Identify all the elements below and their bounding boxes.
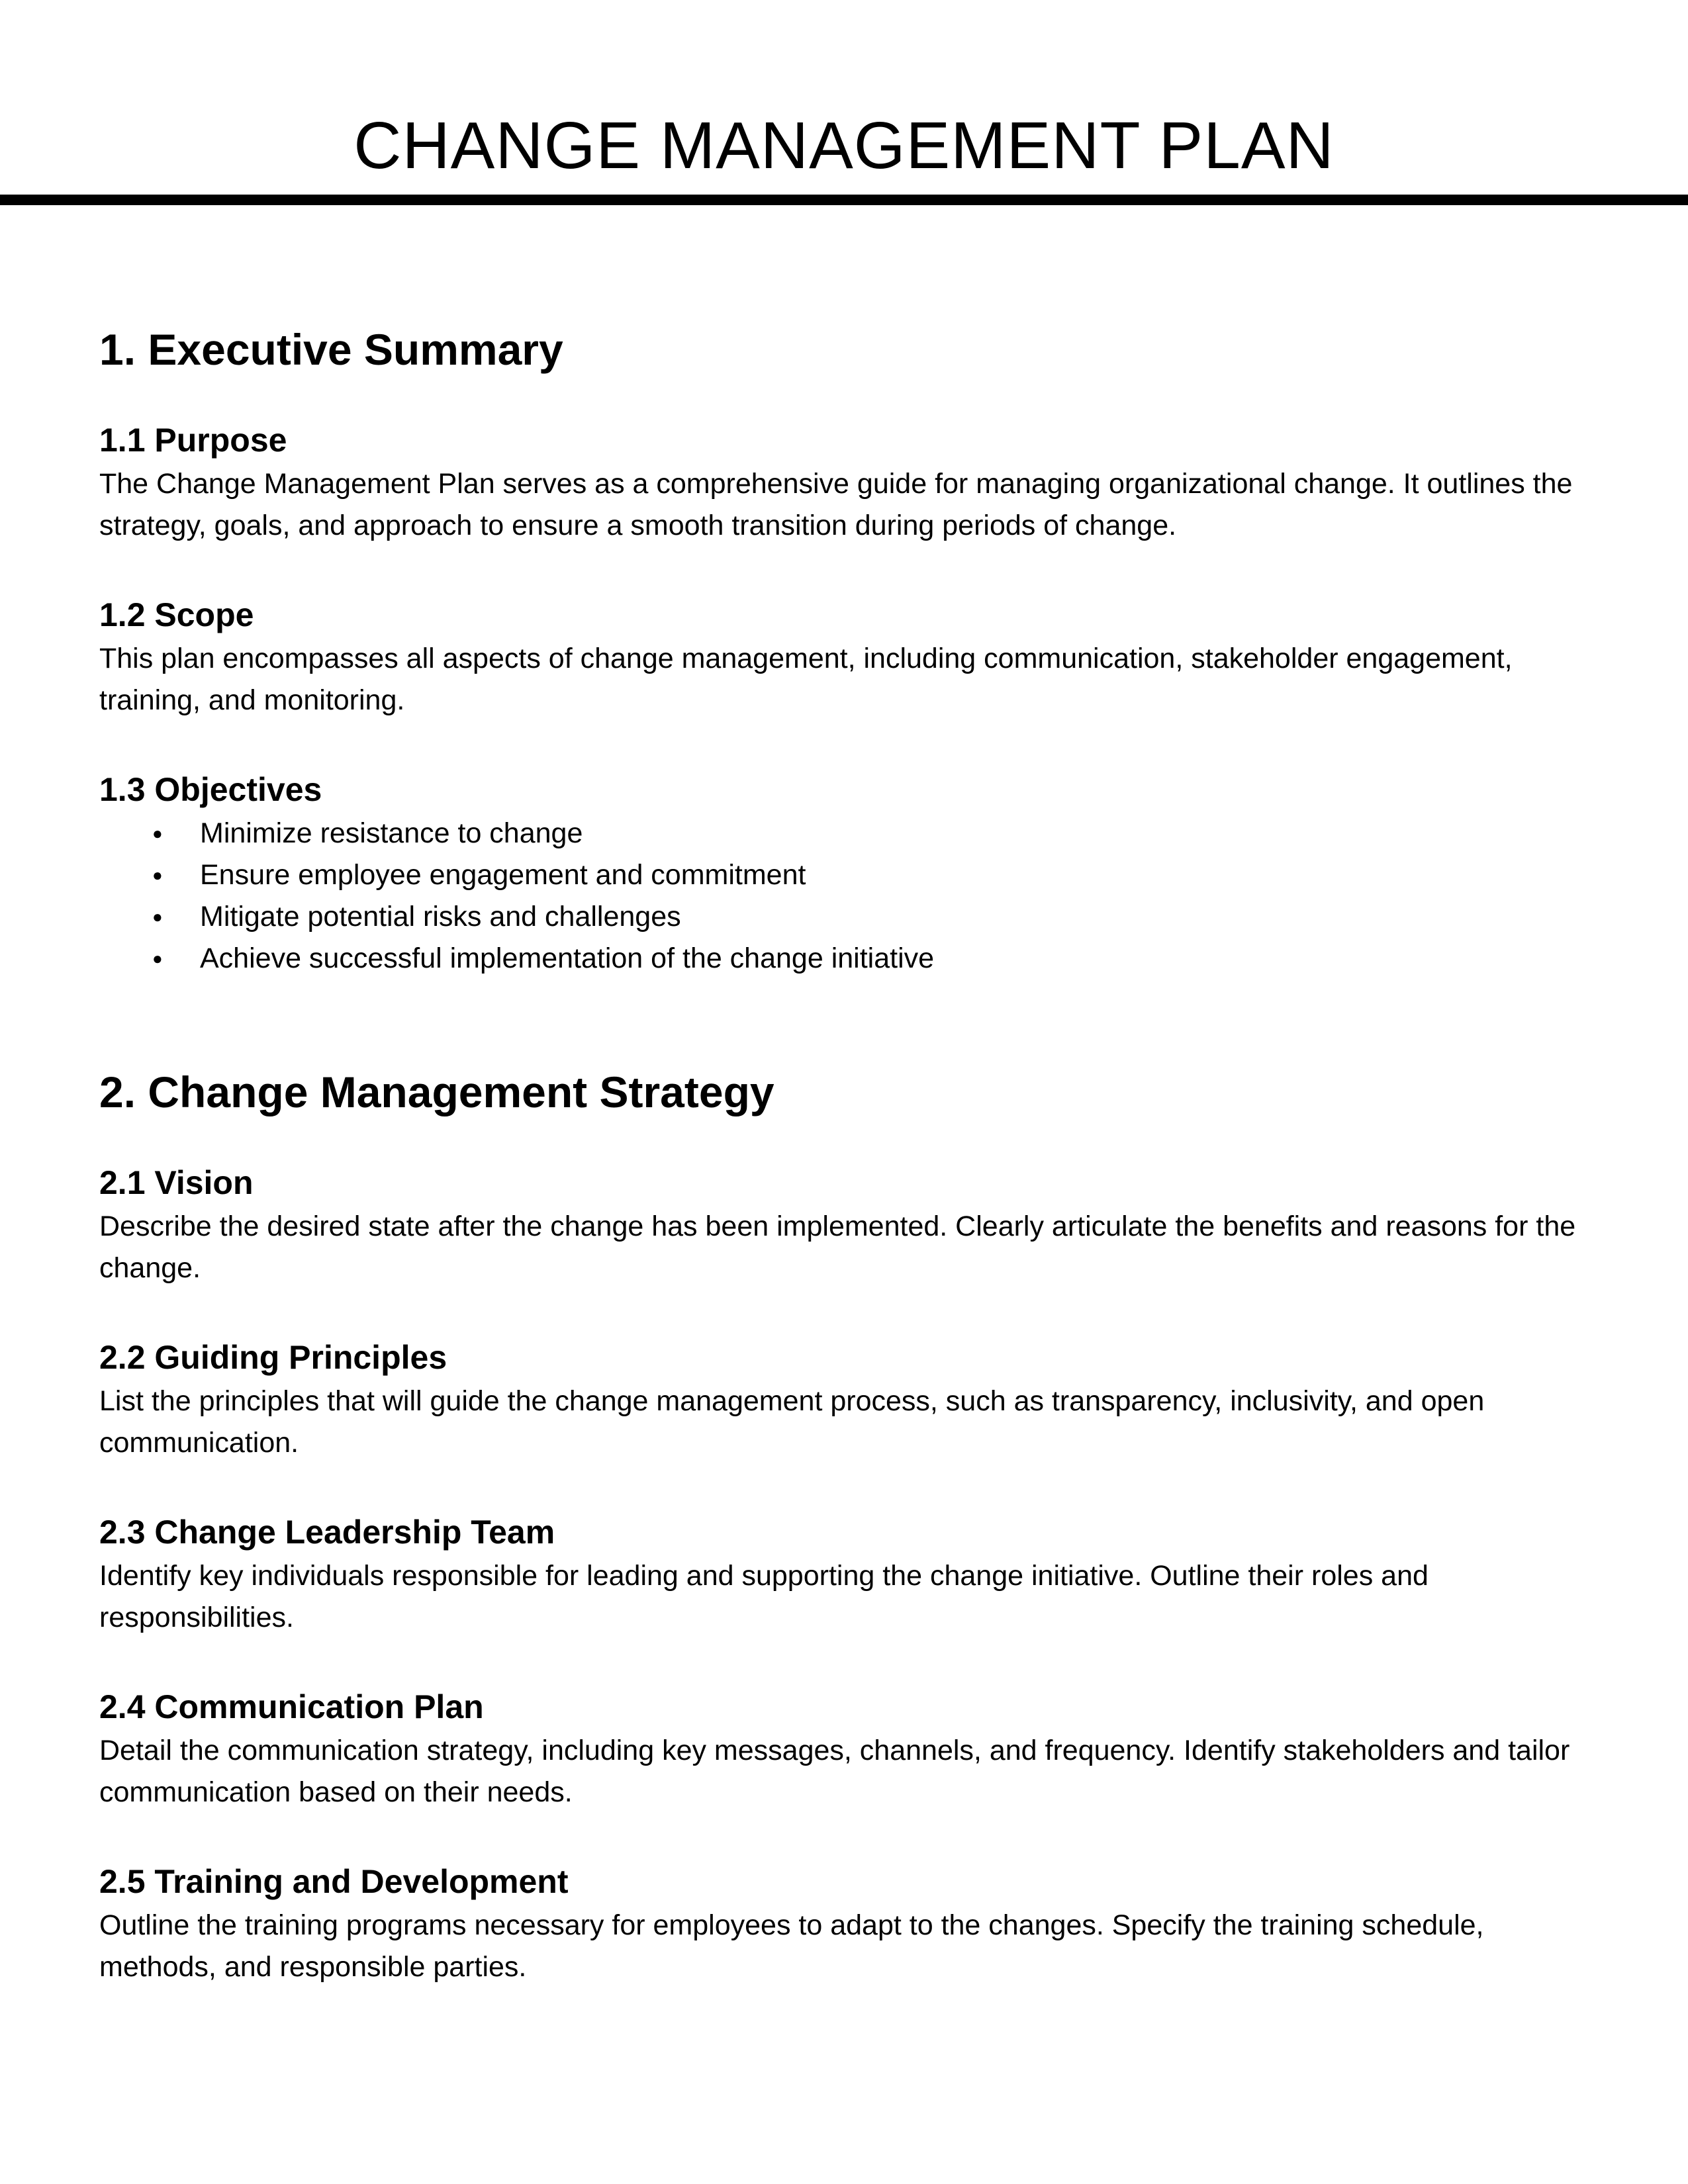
list-item: ● Minimize resistance to change [99, 813, 1595, 854]
subsection-training-and-development [99, 1858, 1595, 1988]
paragraph: Describe the desired state after the change has been implemented. Clearly articulate the benefits and reasons for the change. [99, 1210, 1576, 1284]
subsection-objectives [99, 766, 1595, 979]
subsection-guiding-principles [99, 1334, 1595, 1464]
subsection-heading: 2.2 Guiding Principles [99, 1339, 447, 1376]
subsection-heading: 1.2 Scope [99, 596, 254, 633]
list-item: ● Achieve successful implementation of the change initiative [99, 938, 1595, 979]
document-title: CHANGE MANAGEMENT PLAN [353, 109, 1335, 183]
subsection-heading: 2.4 Communication Plan [99, 1688, 484, 1725]
section-executive-summary [99, 316, 1595, 979]
subsection-heading: 2.5 Training and Development [99, 1863, 569, 1900]
paragraph: Outline the training programs necessary for employees to adapt to the changes. Specify the training schedule, methods, and responsible parties. [99, 1909, 1484, 1983]
section-heading: 1. Executive Summary [99, 325, 563, 374]
subsection-change-leadership-team [99, 1509, 1595, 1639]
paragraph: List the principles that will guide the change management process, such as transparency, inclusivity, and open communication. [99, 1385, 1485, 1459]
section-change-management-strategy [99, 1059, 1595, 1988]
subsection-heading: 1.1 Purpose [99, 422, 287, 459]
document-body [99, 316, 1595, 1988]
subsection-scope [99, 592, 1595, 721]
subsection-heading: 2.1 Vision [99, 1164, 254, 1201]
subsection-vision [99, 1160, 1595, 1289]
subsection-communication-plan [99, 1684, 1595, 1813]
subsection-purpose [99, 417, 1595, 547]
list-item: ● Mitigate potential risks and challenges [99, 896, 1595, 938]
objectives-list [99, 813, 1595, 979]
paragraph: Detail the communication strategy, including key messages, channels, and frequency. Identify stakeholders and tailor communication based on their needs. [99, 1735, 1570, 1808]
paragraph: This plan encompasses all aspects of change management, including communication, stakeholder engagement, training, and monitoring. [99, 643, 1513, 716]
subsection-heading: 1.3 Objectives [99, 771, 322, 808]
paragraph: The Change Management Plan serves as a comprehensive guide for managing organizational change. It outlines the strategy, goals, and approach to ensure a smooth transition during periods of change. [99, 468, 1573, 541]
section-heading: 2. Change Management Strategy [99, 1068, 774, 1116]
title-divider [0, 195, 1688, 205]
list-item: ● Ensure employee engagement and commitment [99, 854, 1595, 896]
paragraph: Identify key individuals responsible for leading and supporting the change initiative. Outline their roles and responsibilities. [99, 1560, 1429, 1633]
subsection-heading: 2.3 Change Leadership Team [99, 1514, 555, 1551]
